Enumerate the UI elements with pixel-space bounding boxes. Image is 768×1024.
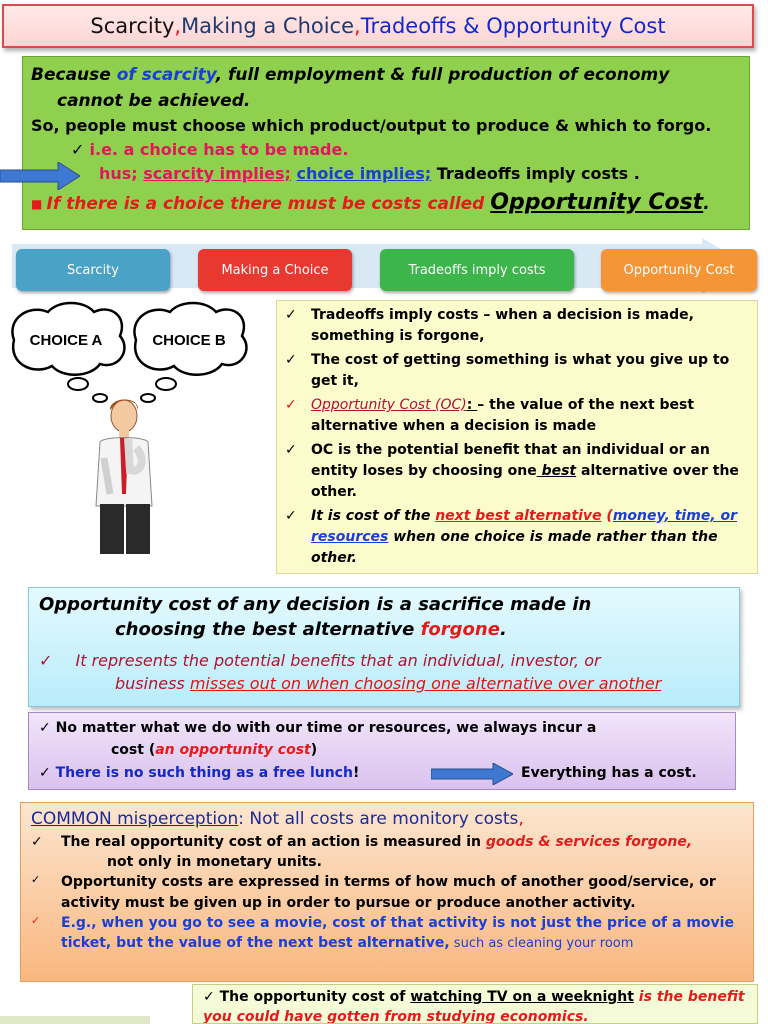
check-icon: ✓: [31, 873, 41, 887]
check-icon: ✓: [71, 140, 90, 159]
list-item: ✓ Opportunity costs are expressed in terms of how much of another good/service, or activity must be given up in order to pursue or produce another activity.: [31, 872, 743, 913]
thinking-person-icon: [96, 400, 152, 555]
check-icon: ✓: [31, 833, 43, 850]
green-line-1: Because of scarcity, full employment & full production of economy: [31, 65, 670, 85]
choice-b-label: CHOICE B: [152, 332, 226, 349]
green-line-4: ✓ i.e. a choice has to be made.: [71, 140, 349, 159]
scarcity-box: [22, 56, 750, 230]
check-icon: ✓: [31, 913, 41, 927]
choice-a-label: CHOICE A: [29, 332, 103, 349]
list-item: ✓ The real opportunity cost of an action is measured in goods & services forgone, not only in monetary units.: [31, 832, 743, 873]
arrow-right-icon: [431, 763, 513, 785]
check-icon: ✓: [285, 307, 297, 323]
purple-line-1: ✓ No matter what we do with our time or resources, we always incur a: [39, 720, 597, 736]
purple-line-3: ✓ There is no such thing as a free lunch! Everything has a cost.: [39, 762, 725, 784]
check-icon: ✓: [285, 397, 297, 413]
check-icon: ✓: [39, 764, 56, 781]
flow-item-tradeoffs: Tradeoffs imply costs: [380, 249, 574, 291]
green-line-2: cannot be achieved.: [57, 90, 251, 111]
list-item: ✓ The cost of getting something is what you give up to get it,: [285, 350, 749, 392]
tradeoffs-box: [276, 300, 758, 574]
definition-line-4: business misses out on when choosing one alternative over another: [115, 673, 662, 693]
check-icon: ✓: [39, 651, 58, 671]
flow-item-making-choice: Making a Choice: [198, 249, 352, 291]
thought-bubble-b: [134, 303, 246, 375]
flow-item-opportunity-cost: Opportunity Cost: [601, 249, 757, 291]
list-item: ✓ Tradeoffs imply costs – when a decision is made, something is forgone,: [285, 305, 749, 347]
misperception-heading: COMMON misperception: Not all costs are monitory costs,: [31, 809, 524, 829]
definition-line-2: choosing the best alternative forgone.: [115, 619, 507, 641]
arrow-right-icon: [0, 162, 80, 190]
page-title: Scarcity , Making a Choice , Tradeoffs & Opportunity Cost: [2, 4, 754, 48]
check-icon: ✓: [285, 508, 297, 524]
choice-illustration: [0, 298, 272, 560]
list-item: ✓ E.g., when you go to see a movie, cost of that activity is not just the price of a movie ticket, but the value of the next best alternative, such as cleaning your room: [31, 913, 743, 954]
thought-bubble-a: [12, 303, 124, 375]
list-item: ✓ Opportunity Cost (OC): – the value of the next best alternative when a decision is made: [285, 395, 749, 437]
purple-line-2: cost (an opportunity cost): [111, 742, 318, 759]
definition-line-3: ✓ It represents the potential benefits that an individual, investor, or: [39, 651, 601, 671]
green-line-6: ■ If there is a choice there must be costs called Opportunity Cost.: [31, 190, 710, 215]
misperception-box: [20, 802, 754, 982]
example-box: ✓ The opportunity cost of watching TV on a weeknight is the benefit you could have gotten from studying economics.: [192, 984, 758, 1024]
green-line-3: So, people must choose which product/output to produce & which to forgo.: [31, 116, 712, 135]
decorative-strip: [0, 1016, 150, 1024]
definition-line-1: Opportunity cost of any decision is a sacrifice made in: [39, 594, 592, 615]
bullet-icon: ■: [31, 197, 47, 211]
list-item: ✓ It is cost of the next best alternative (money, time, or resources when one choice is made rather than the other.: [285, 506, 749, 569]
free-lunch-box: [28, 712, 736, 790]
check-icon: ✓: [285, 442, 297, 458]
check-icon: ✓: [285, 352, 297, 368]
list-item: ✓ OC is the potential benefit that an individual or an entity loses by choosing one best alternative over the other.: [285, 440, 749, 503]
green-line-5: hus; scarcity implies; choice implies; Tradeoffs imply costs .: [99, 164, 640, 183]
check-icon: ✓: [39, 720, 56, 736]
check-icon: ✓: [203, 989, 220, 1005]
flow-item-scarcity: Scarcity: [16, 249, 170, 291]
definition-box: [28, 587, 740, 707]
